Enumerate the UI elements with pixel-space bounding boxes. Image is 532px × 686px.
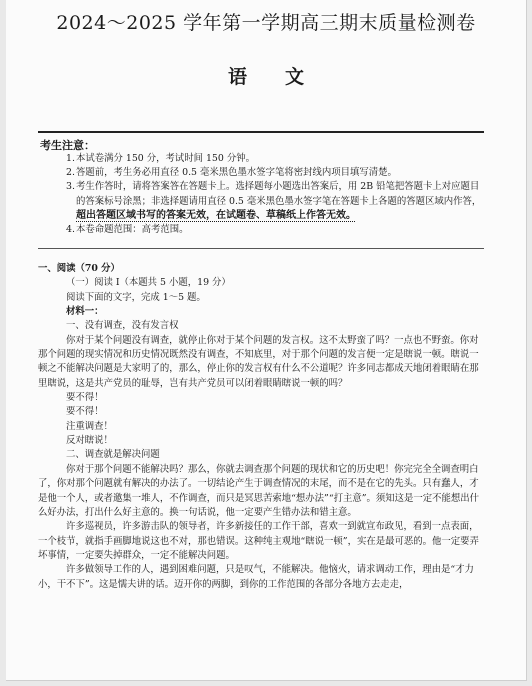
passage-paragraph: 二、调查就是解决问题 bbox=[66, 449, 160, 461]
notice-emphasis: 超出答题区域书写的答案无效，在试题卷、草稿纸上作答无效。 bbox=[76, 209, 356, 221]
passage-paragraph: 许多做领导工作的人，遇到困难问题，只是叹气，不能解决。他恼火，请求调动工作，理由是“才力小，干不下”。这是懦夫讲的话。迈开你的两脚，到你的工作范围的各部分各地方去走走， bbox=[38, 564, 474, 590]
reading-section bbox=[38, 262, 486, 592]
passage-paragraph: 注重调查！ bbox=[66, 420, 113, 432]
notice-item: 3. 考生作答时，请将答案答在答题卡上。选择题每小题选出答案后，用 2B 铅笔把答题卡上对应题目的答案标号涂黑；非选择题请用直径 0.5 毫米黑色墨水签字笔在答题卡上各题的答题区域内作答，超出答题区域书写的答案无效，在试题卷、草稿纸上作答无效。 bbox=[66, 181, 482, 221]
notice-list bbox=[66, 152, 486, 237]
header-divider bbox=[38, 131, 484, 133]
notice-heading: 考生注意： bbox=[40, 139, 95, 152]
passage bbox=[38, 319, 486, 592]
subject-title: 语文 bbox=[227, 66, 342, 88]
passage-paragraph: 你对于某个问题没有调查，就停止你对于某个问题的发言权。这不太野蛮了吗？一点也不野蛮。你对那个问题的现实情况和历史情况既然没有调查，不知底里，对于那个问题的发言便一定是瞎说一顿。瞎说一顿之不能解决问题是大家明了的，那么，停止你的发言权有什么不公道呢？许多同志都成天地闭着眼睛在那里瞎说，这是共产党员的耻辱，岂有共产党员可以闭着眼睛瞎说一顿的吗？ bbox=[38, 334, 479, 389]
subsection-heading: （一）阅读 Ⅰ（本题共 5 小题，19 分） bbox=[66, 277, 231, 289]
notice-item: 4. 本卷命题范围：高考范围。 bbox=[66, 224, 189, 236]
exam-page bbox=[6, 0, 527, 681]
notice-divider bbox=[38, 248, 484, 249]
passage-paragraph: 要不得！ bbox=[66, 392, 104, 404]
exam-title: 2024～2025 学年第一学期高三期末质量检测卷 bbox=[56, 12, 476, 34]
notice-item: 1. 本试卷满分 150 分，考试时间 150 分钟。 bbox=[66, 153, 255, 164]
passage-paragraph: 要不得！ bbox=[66, 406, 104, 418]
material-label: 材料一： bbox=[66, 306, 104, 318]
notice-item: 2. 答题前，考生务必用直径 0.5 毫米黑色墨水签字笔将密封线内项目填写清楚。 bbox=[66, 167, 397, 179]
section-heading: 一、阅读（70 分） bbox=[38, 263, 120, 274]
passage-paragraph: 反对瞎说！ bbox=[66, 435, 113, 447]
instruction: 阅读下面的文字，完成 1～5 题。 bbox=[66, 291, 206, 303]
passage-paragraph: 你对于那个问题不能解决吗？那么，你就去调查那个问题的现状和它的历史吧！你完完全全调查明白了，你对那个问题就有解决的办法了。一切结论产生于调查情况的末尾，而不是在它的先头。只有蠢人，才是他一个人，或者邀集一堆人，不作调查，而只是冥思苦索地“想办法”“打主意”。须知这是一定不能想出什么好办法，打出什么好主意的。换一句话说，他一定要产生错办法和错主意。 bbox=[38, 463, 480, 518]
passage-paragraph: 一、没有调查，没有发言权 bbox=[66, 320, 179, 332]
passage-paragraph: 许多巡视员，许多游击队的领导者，许多新接任的工作干部，喜欢一到就宣布政见，看到一点表面，一个枝节，就指手画脚地说这也不对，那也错误。这种纯主观地“瞎说一顿”，实在是最可恶的。他一定要弄坏事情，一定要失掉群众，一定不能解决问题。 bbox=[38, 521, 479, 561]
